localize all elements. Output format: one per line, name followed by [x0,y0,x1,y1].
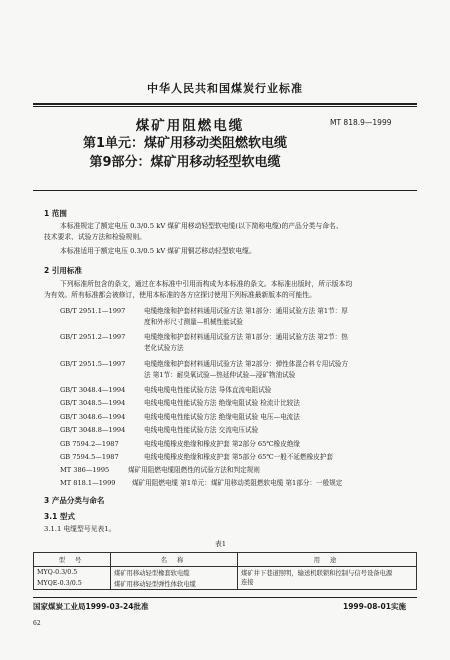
column-header: 型 号 [34,553,111,567]
reference-title-cont: 法 第1节：耐臭氧试验—热延伸试验—浸矿物油试验 [144,371,296,379]
name-cell: 煤矿用移动轻型弹性体软电缆 [111,578,238,590]
section-1-heading: 1 范围 [44,209,67,218]
cable-model-table [33,552,417,590]
reference-item [60,384,271,394]
standard-category-header: 中华人民共和国煤炭行业标准 [147,82,303,95]
column-header: 用 途 [238,553,417,567]
reference-code: GB/T 3048.8—1994 [60,426,126,434]
section-1-para1-cont: 技术要求、试验方法和检验规则。 [44,233,146,241]
reference-title: 电线电缆橡皮绝缘和橡皮护套 第5部分 65℃一般不延燃橡皮护套 [144,453,333,461]
section-3-1-heading: 3.1 型式 [44,512,75,521]
column-header: 名 称 [111,553,238,567]
reference-title: 煤矿用阻燃电缆 第1单元：煤矿用移动类阻燃软电缆 第1部分：一般规定 [132,479,343,487]
header-rule [33,103,417,105]
reference-code: GB/T 3048.5—1994 [60,399,126,407]
model-cell: MYQE-0.3/0.5 [34,578,111,590]
reference-item [60,477,342,487]
reference-code: MT 386—1995 [60,466,110,474]
reference-item [60,358,348,368]
reference-item [60,438,300,448]
reference-code: GB/T 3048.4—1994 [60,386,126,394]
reference-title: 煤矿用阻燃电缆阻燃性的试验方法和判定规则 [128,466,260,474]
reference-code: GB/T 3048.6—1994 [60,413,126,421]
section-3-1-1-text: 3.1.1 电缆型号见表1。 [44,525,116,533]
reference-item [60,464,260,474]
reference-code: GB/T 2951.2—1997 [60,333,126,341]
model-cell: MYQ-0.3/0.5 [34,567,111,579]
reference-item [60,424,258,434]
reference-code: GB/T 2951.5—1997 [60,360,126,368]
reference-title: 电线电缆电性能试验方法 导体直流电阻试验 [144,386,272,394]
section-1-para2: 本标准适用于额定电压 0.3/0.5 kV 煤矿用铜芯移动轻型软电缆。 [60,247,256,255]
reference-item [60,411,300,421]
usage-line: 连接 [241,579,254,586]
approval-date: 国家煤炭工业局1999-03-24批准 [33,602,149,611]
title-rule [33,190,417,191]
document-subtitle-unit: 第1单元：煤矿用移动类阻燃软电缆 [82,136,288,151]
page-number: 62 [33,620,41,627]
implementation-date: 1999-08-01实施 [343,602,406,611]
table-header-row [34,553,417,567]
document-subtitle-part: 第9部分：煤矿用移动轻型软电缆 [89,155,281,170]
header-rule-thin [33,106,417,107]
reference-title: 电缆绝缘和护套材料通用试验方法 第2部分：弹性体混合料专用试验方 [144,360,349,368]
reference-title: 电线电缆电性能试验方法 绝缘电阻试验 检流计比较法 [144,399,300,407]
reference-code: MT 818.1—1999 [60,479,116,487]
section-2-intro-cont: 为有效。所有标准都会被修订，使用本标准的各方应探讨使用下列标准最新版本的可能性。 [44,291,316,299]
section-2-intro: 下列标准所包含的条文，通过在本标准中引用而构成为本标准的条文。本标准出版时，所示版本均 [60,280,353,288]
section-1-para1: 本标准规定了额定电压 0.3/0.5 kV 煤矿用移动轻型软电缆(以下简称电缆)的产品分类与命名、 [60,222,343,230]
usage-line: 煤矿井下巷道照明，输送机联锁和控制与信号设备电源 [241,570,393,577]
reference-code: GB/T 2951.1—1997 [60,307,126,315]
standard-number: MT 818.9—1999 [330,118,392,127]
reference-title: 电缆绝缘和护套材料通用试验方法 第1部分：通用试验方法 第2节：热 [144,333,348,341]
name-cell: 煤矿用移动轻型橡套软电缆 [111,567,238,579]
table-row [34,567,417,579]
table-caption: 表1 [215,540,227,548]
reference-item [60,331,348,341]
reference-item [60,397,300,407]
footer-rule [33,597,417,598]
reference-code: GB 7594.2—1987 [60,440,119,448]
reference-item [60,305,348,315]
usage-cell [238,567,417,590]
document-title: 煤矿用阻燃电缆 [135,118,245,134]
reference-title: 电线电缆电性能试验方法 交流电压试验 [144,426,259,434]
reference-title: 电缆绝缘和护套材料通用试验方法 第1部分：通用试验方法 第1节：厚 [144,307,348,315]
section-3-heading: 3 产品分类与命名 [44,496,105,505]
reference-title-cont: 度和外形尺寸测量—机械性能试验 [144,318,243,326]
reference-item [60,451,333,461]
reference-title: 电线电缆电性能试验方法 绝缘电阻试验 电压—电流法 [144,413,300,421]
reference-title-cont: 老化试验方法 [144,344,184,352]
reference-title: 电线电缆橡皮绝缘和橡皮护套 第2部分 65℃橡皮绝缘 [144,440,301,448]
reference-code: GB 7594.5—1987 [60,453,119,461]
section-2-heading: 2 引用标准 [44,266,82,275]
